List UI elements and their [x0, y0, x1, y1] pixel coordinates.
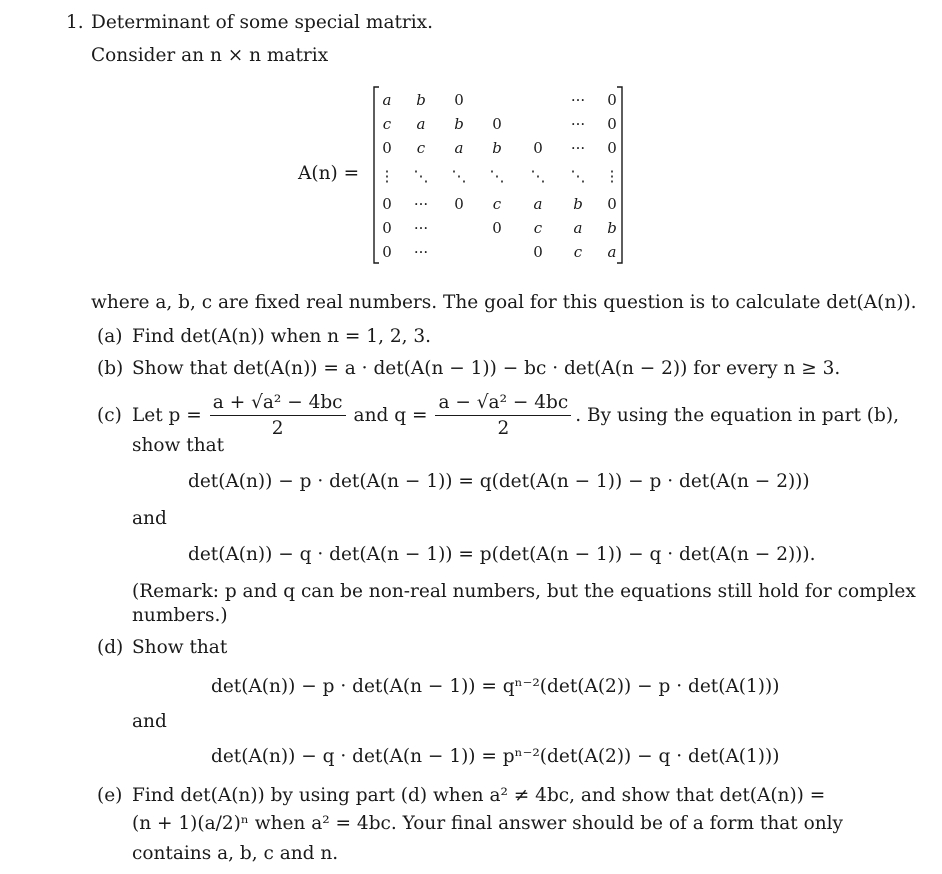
matrix-cell: ⋱: [413, 167, 429, 185]
matrix-lhs: A(n) =: [298, 163, 360, 184]
matrix-cell: 0: [492, 219, 502, 237]
where-text: where a, b, c are fixed real numbers. The goal for this question is to calculate det(A(n)).: [91, 292, 917, 313]
part-d-label: (d): [97, 637, 124, 658]
part-a-label: (a): [97, 326, 123, 347]
matrix-cell: 0: [607, 195, 617, 213]
q-numerator: a − √a² − 4bc: [435, 392, 571, 416]
matrix-cell: b: [454, 115, 464, 133]
matrix-cell: b: [573, 195, 583, 213]
matrix-cell: 0: [607, 139, 617, 157]
matrix-cell: ···: [413, 219, 429, 237]
part-c-after-text: . By using the equation in part (b),: [575, 404, 899, 426]
part-d-equation-2: det(A(n)) − q · det(A(n − 1)) = pⁿ⁻²(det(A(2)) − q · det(A(1))): [211, 746, 780, 767]
part-d-show-that: Show that: [132, 637, 228, 658]
matrix-cell: c: [573, 243, 583, 261]
matrix-cell: 0: [533, 243, 543, 261]
q-fraction: [435, 392, 571, 439]
q-denominator: 2: [497, 417, 510, 439]
matrix-cell: a: [382, 91, 392, 109]
p-fraction: [210, 392, 346, 439]
and-q-text: and q =: [353, 404, 428, 426]
matrix-cell: ···: [570, 115, 586, 133]
matrix-cell: 0: [454, 91, 464, 109]
matrix-cell: a: [607, 243, 617, 261]
part-c-definition: [132, 393, 899, 437]
part-d-equation-1: det(A(n)) − p · det(A(n − 1)) = qⁿ⁻²(det(A(2)) − p · det(A(1))): [211, 676, 780, 697]
matrix-cell: 0: [492, 115, 502, 133]
matrix-cell: 0: [382, 219, 392, 237]
part-e-line-2: (n + 1)(a/2)ⁿ when a² = 4bc. Your final answer should be of a form that only: [132, 813, 843, 834]
matrix-cell: c: [416, 139, 426, 157]
part-c-remark-line-1: (Remark: p and q can be non-real numbers, but the equations still hold for complex: [132, 581, 916, 602]
problem-intro: Consider an n × n matrix: [91, 45, 329, 66]
part-b-label: (b): [97, 358, 124, 379]
matrix-cell: a: [573, 219, 583, 237]
part-d-and: and: [132, 711, 167, 732]
matrix-cell: ···: [570, 139, 586, 157]
part-a-text: Find det(A(n)) when n = 1, 2, 3.: [132, 326, 432, 347]
part-e-line-3: contains a, b, c and n.: [132, 843, 339, 864]
part-e-label: (e): [97, 785, 123, 806]
matrix-cell: ⋱: [451, 167, 467, 185]
matrix-cell: c: [533, 219, 543, 237]
p-numerator: a + √a² − 4bc: [210, 392, 346, 416]
matrix-cell: ···: [413, 243, 429, 261]
matrix-cell: ⋮: [379, 167, 395, 185]
problem-number: 1.: [66, 12, 84, 33]
matrix-cell: ···: [570, 91, 586, 109]
matrix-cell: ⋱: [489, 167, 505, 185]
matrix-cell: 0: [382, 139, 392, 157]
part-c-remark-line-2: numbers.): [132, 605, 228, 626]
part-c-show-that: show that: [132, 435, 225, 456]
matrix-cell: 0: [533, 139, 543, 157]
matrix-cell: 0: [454, 195, 464, 213]
part-b-text: Show that det(A(n)) = a · det(A(n − 1)) − bc · det(A(n − 2)) for every n ≥ 3.: [132, 358, 841, 379]
problem-title: Determinant of some special matrix.: [91, 12, 433, 33]
matrix-cell: 0: [607, 91, 617, 109]
matrix-cell: a: [416, 115, 426, 133]
matrix-cell: 0: [607, 115, 617, 133]
part-c-and: and: [132, 508, 167, 529]
matrix-cell: 0: [382, 195, 392, 213]
let-p-text: Let p =: [132, 404, 202, 426]
matrix-cell: b: [492, 139, 502, 157]
matrix-cell: b: [607, 219, 617, 237]
matrix-cell: ···: [413, 195, 429, 213]
matrix-cell: c: [492, 195, 502, 213]
part-c-equation-1: det(A(n)) − p · det(A(n − 1)) = q(det(A(n − 1)) − p · det(A(n − 2))): [188, 471, 810, 492]
matrix-cell: c: [382, 115, 392, 133]
matrix-cell: b: [416, 91, 426, 109]
matrix-cell: ⋮: [604, 167, 620, 185]
part-c-label: (c): [97, 405, 122, 426]
matrix-a-n: [372, 86, 624, 264]
matrix-cell: ⋱: [570, 167, 586, 185]
matrix-cell: ⋱: [530, 167, 546, 185]
matrix-cell: a: [454, 139, 464, 157]
part-e-line-1: Find det(A(n)) by using part (d) when a² ≠ 4bc, and show that det(A(n)) =: [132, 785, 826, 806]
part-c-equation-2: det(A(n)) − q · det(A(n − 1)) = p(det(A(n − 1)) − q · det(A(n − 2))).: [188, 544, 816, 565]
p-denominator: 2: [271, 417, 284, 439]
matrix-cell: 0: [382, 243, 392, 261]
matrix-cell: a: [533, 195, 543, 213]
